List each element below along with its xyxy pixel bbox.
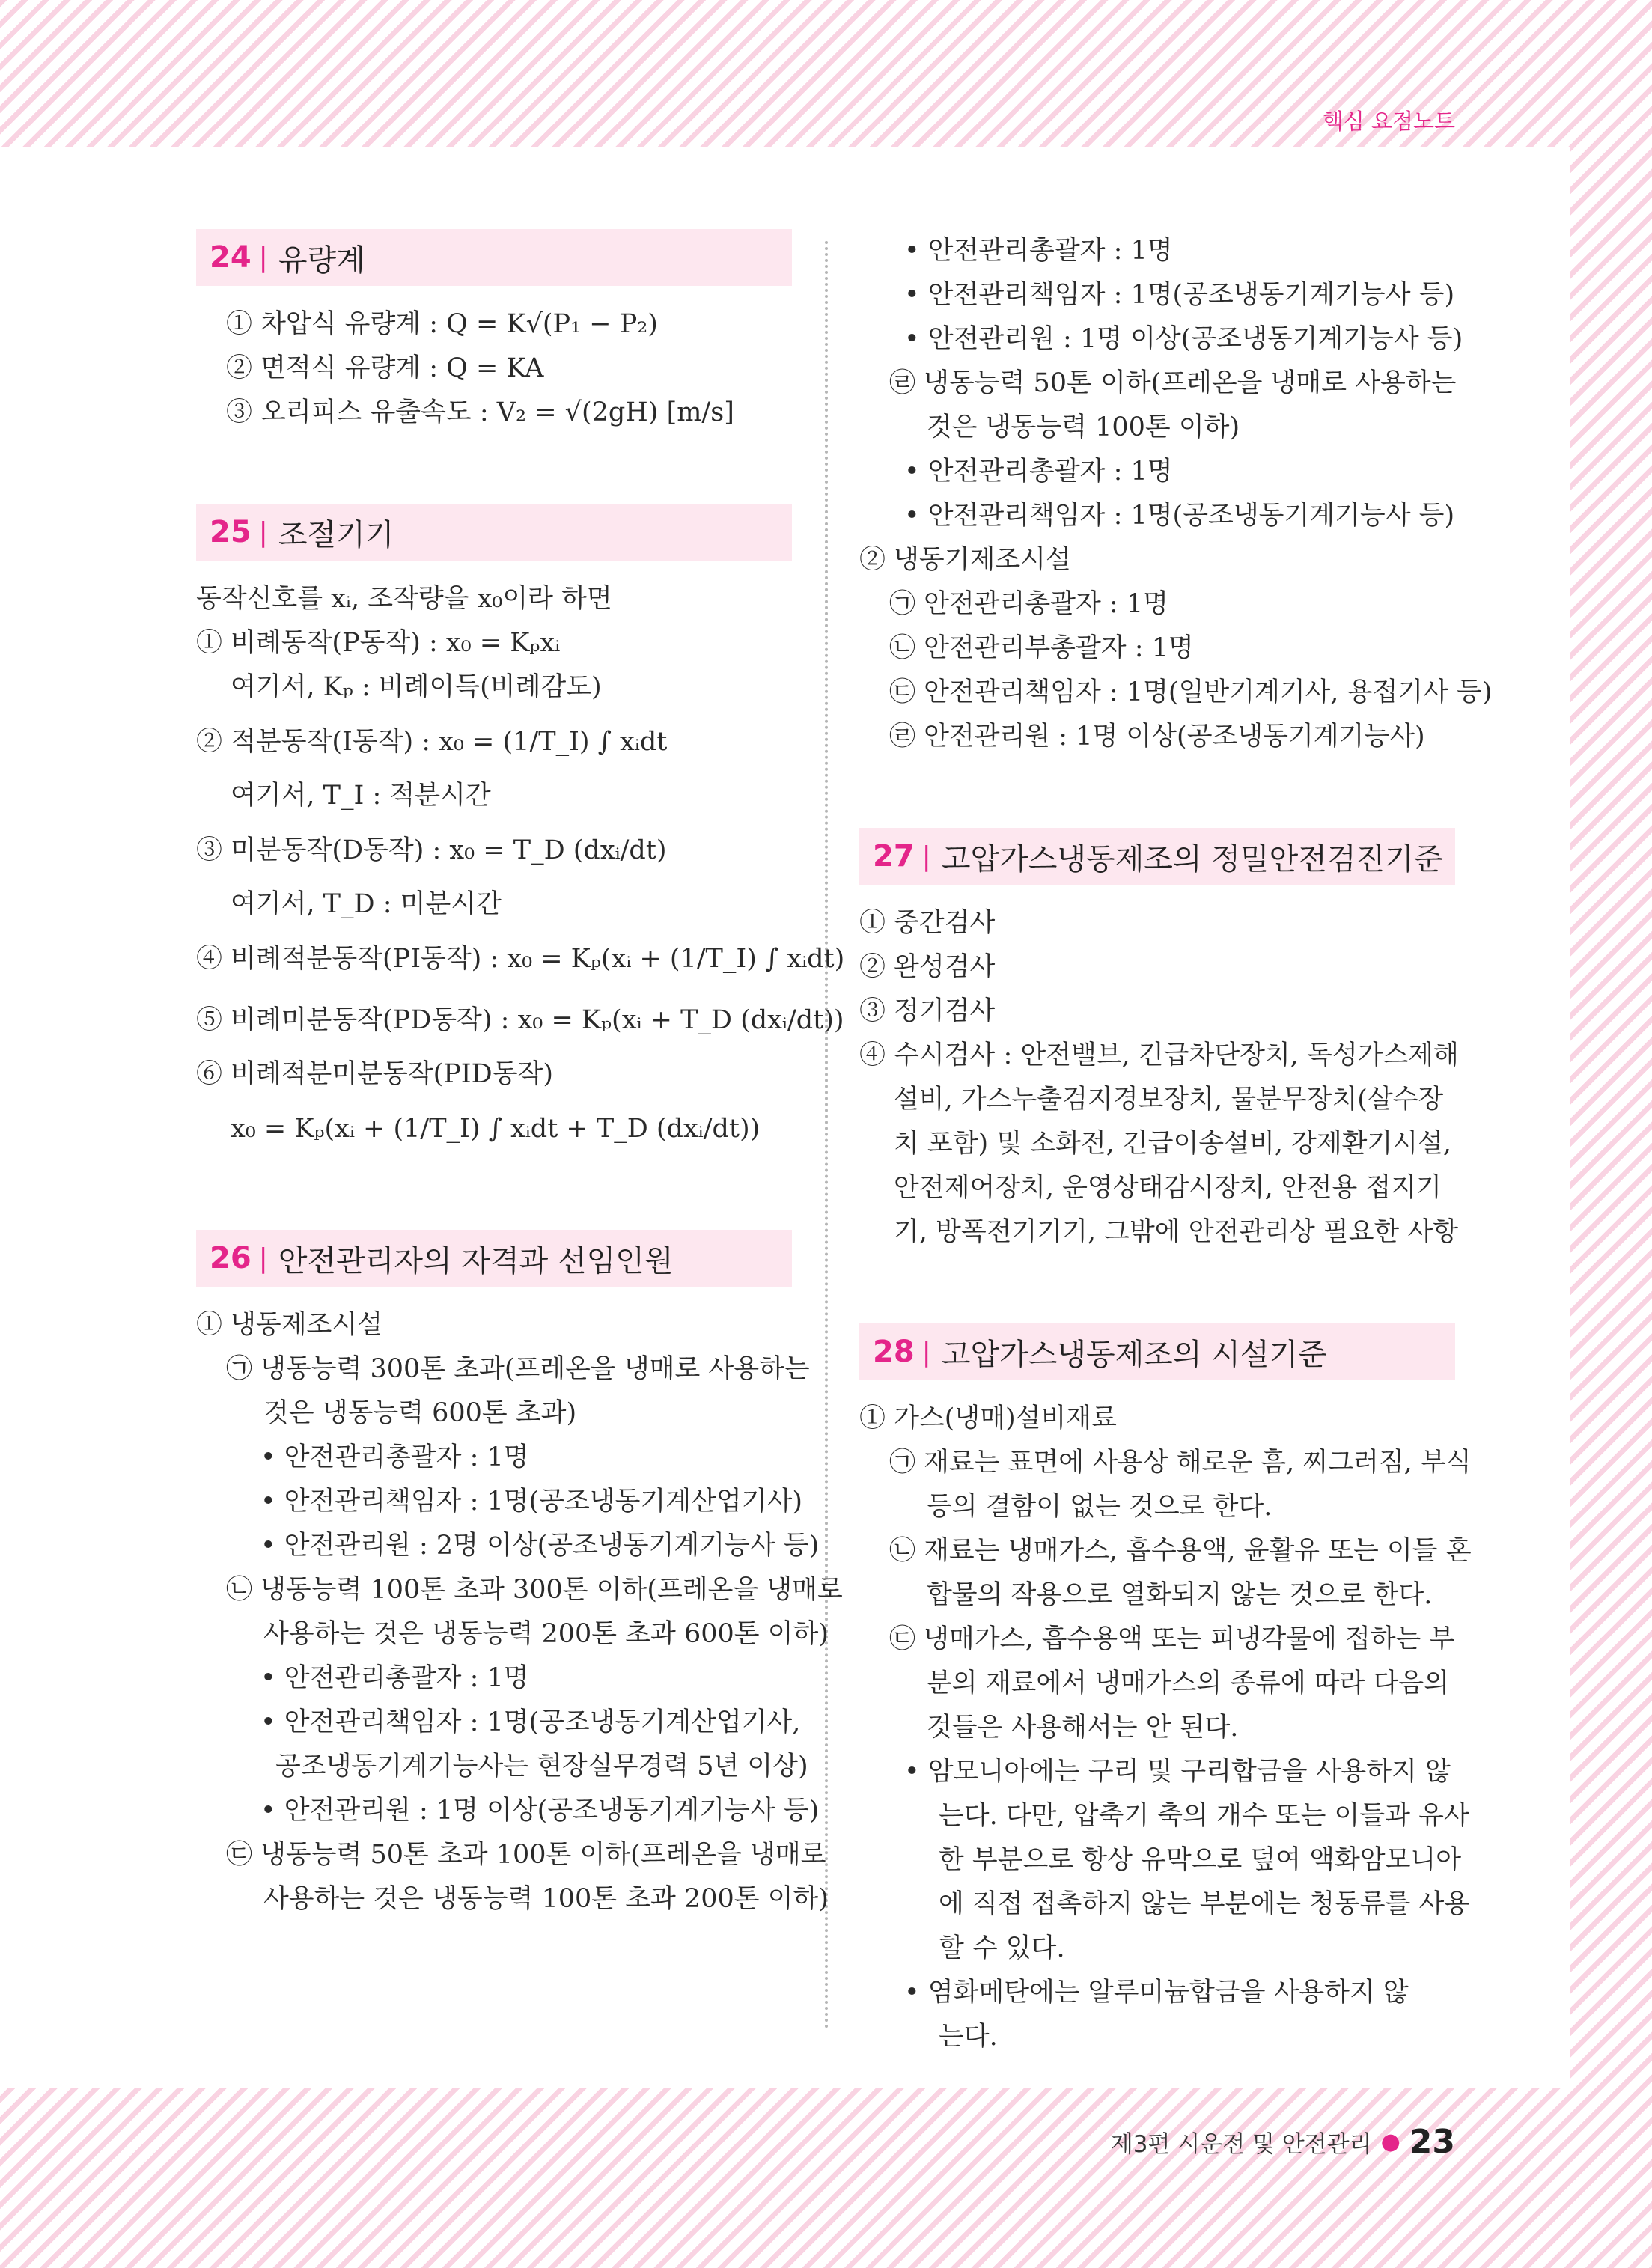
list-item: 공조냉동기계기능사는 현장실무경력 5년 이상) [275,1752,808,1781]
list-item: 등의 결함이 없는 것으로 한다. [927,1492,1272,1522]
list-item: ② 냉동기제조시설 [859,545,1071,575]
list-item: ① 냉동제조시설 [196,1310,382,1340]
section-title: 안전관리자의 자격과 선임인원 [278,1243,674,1278]
section-number: 24 [210,240,252,275]
list-item: ㉡ 냉동능력 100톤 초과 300톤 이하(프레온을 냉매로 [226,1575,843,1605]
list-item: 것은 냉동능력 600톤 초과) [263,1398,577,1428]
section-24-heading [196,229,792,286]
list-item: • 암모니아에는 구리 및 구리합금을 사용하지 않 [904,1757,1451,1787]
list-item: 설비, 가스누출검지경보장치, 물분무장치(살수장 [894,1085,1444,1115]
list-item: 사용하는 것은 냉동능력 200톤 초과 600톤 이하) [263,1619,829,1649]
right-column [859,229,1493,2059]
list-item: • 안전관리원 : 1명 이상(공조냉동기계기능사 등) [904,324,1463,354]
section-28-heading [859,1323,1455,1380]
section-number: 26 [210,1241,252,1275]
list-item: 것은 냉동능력 100톤 이하) [927,412,1240,442]
list-item: ① 가스(냉매)설비재료 [859,1403,1117,1433]
list-item: ㉠ 냉동능력 300톤 초과(프레온을 냉매로 사용하는 [226,1354,810,1384]
section-27-heading [859,828,1455,885]
list-item: 치 포함) 및 소화전, 긴급이송설비, 강제환기시설, [894,1129,1452,1159]
list-item: ③ 정기검사 [859,996,996,1026]
list-item: 안전제어장치, 운영상태감시장치, 안전용 접지기 [894,1173,1442,1203]
controller-item: ④ 비례적분동작(PI동작) : x₀ = Kₚ(xᵢ + (1/T_I) ∫ xᵢdt) [196,944,845,974]
list-item: 합물의 작용으로 열화되지 않는 것으로 한다. [927,1580,1433,1610]
section-25-heading [196,504,792,561]
heading-divider: | [258,516,268,548]
list-item: ④ 수시검사 : 안전밸브, 긴급차단장치, 독성가스제해 [859,1040,1459,1070]
column-divider [825,241,828,2030]
flowmeter-line: ① 차압식 유량계 : Q = K√(P₁ − P₂) [226,309,658,339]
controller-item: ② 적분동작(I동작) : x₀ = (1/T_I) ∫ xᵢdt [196,727,668,757]
list-item: • 안전관리총괄자 : 1명 [904,236,1173,266]
section-title: 고압가스냉동제조의 시설기준 [941,1337,1327,1372]
left-column [196,229,845,1921]
controller-note: 여기서, Kₚ : 비례이득(비례감도) [231,672,602,702]
heading-divider: | [258,1243,268,1274]
section-number: 28 [873,1335,915,1369]
list-item: 는다. [939,2022,998,2052]
list-item: 기, 방폭전기기기, 그밖에 안전관리상 필요한 사항 [894,1217,1459,1247]
list-item: ㉢ 냉매가스, 흡수용액 또는 피냉각물에 접하는 부 [889,1624,1455,1654]
controller-item: ⑥ 비례적분미분동작(PID동작) [196,1059,553,1089]
pid-formula: x₀ = Kₚ(xᵢ + (1/T_I) ∫ xᵢdt + T_D (dxᵢ/dt)) [231,1114,761,1144]
list-item: • 안전관리원 : 1명 이상(공조냉동기계기능사 등) [260,1796,820,1826]
list-item: 는다. 다만, 압축기 축의 개수 또는 이들과 유사 [939,1801,1469,1831]
controller-note: 여기서, T_D : 미분시간 [231,889,502,919]
list-item: ① 중간검사 [859,908,996,938]
list-item: • 안전관리총괄자 : 1명 [904,457,1173,487]
controller-item: ① 비례동작(P동작) : x₀ = Kₚxᵢ [196,628,561,658]
heading-divider: | [921,841,931,872]
page-footer [1111,2123,1455,2161]
list-item: ② 완성검사 [859,952,996,982]
controller-intro: 동작신호를 xᵢ, 조작량을 x₀이라 하면 [196,584,612,614]
list-item: • 안전관리책임자 : 1명(공조냉동기계산업기사) [260,1487,802,1516]
bullet-dot-icon: ● [1380,2129,1400,2155]
list-item: 사용하는 것은 냉동능력 100톤 초과 200톤 이하) [263,1884,829,1914]
list-item: ㉣ 안전관리원 : 1명 이상(공조냉동기계기능사) [889,722,1425,752]
section-title: 유량계 [278,243,365,278]
section-26-heading [196,1230,792,1287]
controller-item: ⑤ 비례미분동작(PD동작) : x₀ = Kₚ(xᵢ + T_D (dxᵢ/dt)) [196,1005,844,1035]
list-item: • 안전관리총괄자 : 1명 [260,1442,529,1472]
running-header: 핵심 요점노트 [1322,109,1455,134]
list-item: ㉢ 냉동능력 50톤 초과 100톤 이하(프레온을 냉매로 [226,1840,826,1870]
section-number: 27 [873,839,915,874]
list-item: 한 부분으로 항상 유막으로 덮여 액화암모니아 [939,1845,1462,1875]
list-item: ㉠ 안전관리총괄자 : 1명 [889,589,1168,619]
section-number: 25 [210,515,252,549]
section-title: 조절기기 [278,517,394,552]
section-title: 고압가스냉동제조의 정밀안전검진기준 [941,841,1443,877]
list-item: ㉢ 안전관리책임자 : 1명(일반기계기사, 용접기사 등) [889,677,1493,707]
list-item: • 안전관리책임자 : 1명(공조냉동기계산업기사, [260,1707,801,1737]
heading-divider: | [921,1336,931,1368]
list-item: 에 직접 접촉하지 않는 부분에는 청동류를 사용 [939,1889,1470,1919]
flowmeter-line: ② 면적식 유량계 : Q = KA [226,353,544,383]
list-item: • 안전관리총괄자 : 1명 [260,1663,529,1693]
list-item: 할 수 있다. [939,1933,1065,1963]
page-number: 23 [1409,2123,1455,2161]
controller-item: ③ 미분동작(D동작) : x₀ = T_D (dxᵢ/dt) [196,835,667,865]
flowmeter-line: ③ 오리피스 유출속도 : V₂ = √(2gH) [m/s] [226,397,734,427]
list-item: ㉣ 냉동능력 50톤 이하(프레온을 냉매로 사용하는 [889,368,1457,398]
controller-note: 여기서, T_I : 적분시간 [231,781,491,811]
list-item: ㉡ 재료는 냉매가스, 흡수용액, 윤활유 또는 이들 혼 [889,1536,1472,1566]
list-item: • 안전관리책임자 : 1명(공조냉동기계기능사 등) [904,280,1455,310]
list-item: ㉠ 재료는 표면에 사용상 해로운 흠, 찌그러짐, 부식 [889,1448,1472,1478]
list-item: 것들은 사용해서는 안 된다. [927,1713,1239,1743]
heading-divider: | [258,242,268,273]
list-item: • 안전관리책임자 : 1명(공조냉동기계기능사 등) [904,501,1455,531]
list-item: • 염화메탄에는 알루미늄합금을 사용하지 않 [904,1978,1409,2008]
chapter-label: 제3편 시운전 및 안전관리 [1110,2131,1372,2158]
list-item: • 안전관리원 : 2명 이상(공조냉동기계기능사 등) [260,1531,820,1561]
list-item: ㉡ 안전관리부총괄자 : 1명 [889,633,1194,663]
list-item: 분의 재료에서 냉매가스의 종류에 따라 다음의 [927,1668,1450,1698]
